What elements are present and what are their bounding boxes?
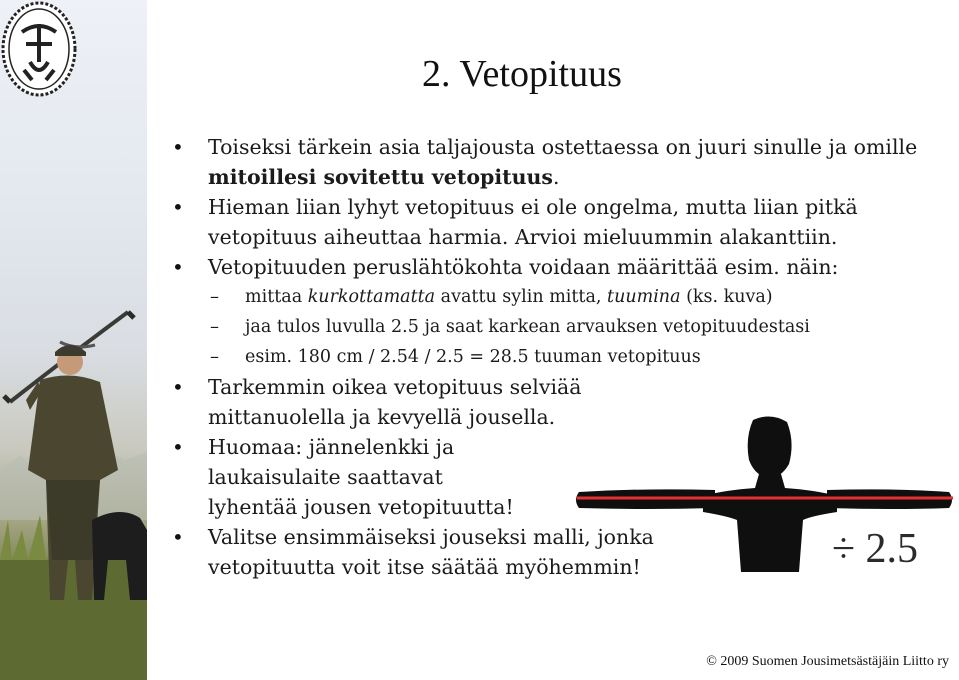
archer-photo-drawing	[0, 0, 147, 680]
bullet-item: • Valitse ensimmäiseksi jouseksi malli, jonka vetopituutta voit itse säätää myöhemmin!	[172, 522, 708, 582]
bullet-item: • Huomaa: jännelenkki ja laukaisulaite saattavat lyhentää jousen vetopituutta!	[172, 432, 538, 522]
copyright-footer: © 2009 Suomen Jousimetsästäjäin Liitto ry	[706, 654, 949, 669]
sub-item: – jaa tulos luvulla 2.5 ja saat karkean arvauksen vetopituudestasi	[172, 312, 932, 342]
archer-photo	[0, 0, 147, 680]
divide-label: ÷ 2.5	[832, 526, 919, 572]
bullet-item: • Hieman liian lyhyt vetopituus ei ole ongelma, mutta liian pitkä vetopituus aiheuttaa harmia. Arvioi mieluummin alakanttiin.	[172, 192, 908, 252]
sub-item: – esim. 180 cm / 2.54 / 2.5 = 28.5 tuuman vetopituus	[172, 342, 932, 372]
slide-title: 2. Vetopituus	[422, 53, 622, 95]
bullet-item: • Vetopituuden peruslähtökohta voidaan määrittää esim. näin:	[172, 252, 932, 282]
bullet-item: • Tarkemmin oikea vetopituus selviää mittanuolella ja kevyellä jousella.	[172, 372, 618, 432]
bullet-item: • Toiseksi tärkein asia taljajousta ostettaessa on juuri sinulle ja omille mitoillesi sovitettu vetopituus.	[172, 132, 932, 192]
bold-phrase: mitoillesi sovitettu vetopituus	[208, 165, 553, 189]
sub-item: – mittaa kurkottamatta avattu sylin mitta, tuumina (ks. kuva)	[172, 282, 932, 312]
association-logo	[0, 0, 78, 98]
